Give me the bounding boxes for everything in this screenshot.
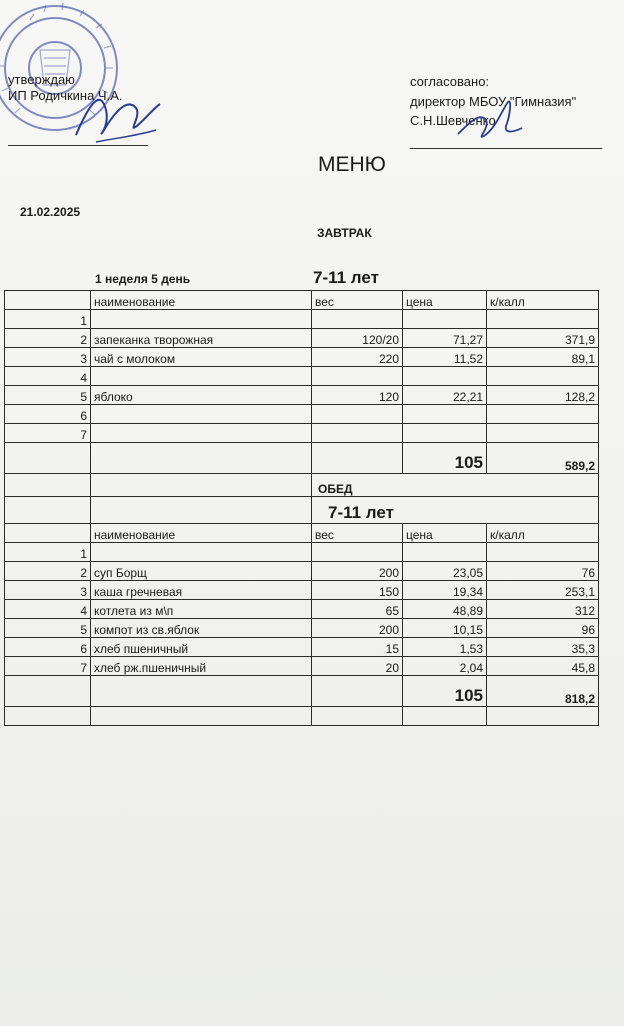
dish-price	[403, 310, 487, 329]
dish-name: котлета из м\п	[91, 600, 312, 619]
dish-price: 23,05	[403, 562, 487, 581]
dish-price: 2,04	[403, 657, 487, 676]
lunch-total-row	[5, 676, 599, 707]
dish-weight: 15	[312, 638, 403, 657]
dish-kcal	[487, 543, 599, 562]
dish-price: 1,53	[403, 638, 487, 657]
dish-name: яблоко	[91, 386, 312, 405]
dish-kcal: 128,2	[487, 386, 599, 405]
column-header-name: наименование	[91, 291, 312, 310]
dish-kcal: 96	[487, 619, 599, 638]
lunch-section-row	[5, 474, 599, 497]
page-title: МЕНЮ	[318, 153, 386, 176]
menu-date: 21.02.2025	[20, 205, 81, 219]
section-cell	[91, 474, 312, 497]
row-number: 4	[5, 367, 91, 386]
row-number: 6	[5, 405, 91, 424]
dish-name	[91, 405, 312, 424]
approved-signature-icon	[66, 80, 166, 150]
table-row	[5, 405, 599, 424]
dish-name: компот из св.яблок	[91, 619, 312, 638]
dish-name	[91, 367, 312, 386]
dish-weight	[312, 367, 403, 386]
dish-name: суп Борщ	[91, 562, 312, 581]
empty-row	[5, 707, 599, 726]
column-header-kcal: к/калл	[487, 524, 599, 543]
dish-name: хлеб пшеничный	[91, 638, 312, 657]
lunch-section-label: ОБЕД	[312, 474, 599, 497]
breakfast-total-price: 105	[403, 443, 487, 474]
total-cell	[312, 443, 403, 474]
dish-kcal: 253,1	[487, 581, 599, 600]
dish-price	[403, 543, 487, 562]
column-header-kcal: к/калл	[487, 291, 599, 310]
table-row	[5, 600, 599, 619]
table-row	[5, 424, 599, 443]
week-day-label: 1 неделя 5 день	[95, 272, 191, 286]
header-cell	[5, 291, 91, 310]
breakfast-header-row	[5, 291, 599, 310]
agreed-position: директор МБОУ "Гимназия"	[410, 94, 577, 109]
table-row	[5, 638, 599, 657]
total-cell	[5, 443, 91, 474]
dish-kcal: 45,8	[487, 657, 599, 676]
table-row	[5, 562, 599, 581]
approved-label: утверждаю	[8, 72, 75, 87]
lunch-age-label: 7-11 лет	[312, 497, 599, 524]
row-number: 2	[5, 329, 91, 348]
header-cell	[5, 524, 91, 543]
agreed-signature-icon	[450, 92, 530, 152]
breakfast-total-kcal: 589,2	[487, 443, 599, 474]
dish-name	[91, 543, 312, 562]
table-row	[5, 657, 599, 676]
dish-kcal	[487, 424, 599, 443]
row-number: 3	[5, 348, 91, 367]
breakfast-section-label: ЗАВТРАК	[317, 226, 372, 240]
dish-kcal	[487, 367, 599, 386]
total-cell	[91, 443, 312, 474]
dish-weight	[312, 310, 403, 329]
lunch-total-price: 105	[403, 676, 487, 707]
row-number: 7	[5, 424, 91, 443]
menu-table	[4, 290, 599, 726]
agreed-name: С.Н.Шевченко	[410, 113, 496, 128]
dish-price: 19,34	[403, 581, 487, 600]
dish-name: хлеб рж.пшеничный	[91, 657, 312, 676]
table-row	[5, 367, 599, 386]
table-row	[5, 348, 599, 367]
dish-name	[91, 424, 312, 443]
total-cell	[91, 676, 312, 707]
breakfast-total-row	[5, 443, 599, 474]
column-header-price: цена	[403, 291, 487, 310]
row-number: 1	[5, 543, 91, 562]
lunch-age-row	[5, 497, 599, 524]
row-number: 6	[5, 638, 91, 657]
dish-kcal	[487, 310, 599, 329]
dish-weight: 150	[312, 581, 403, 600]
dish-price: 22,21	[403, 386, 487, 405]
dish-name	[91, 310, 312, 329]
empty-cell	[312, 707, 403, 726]
table-row	[5, 386, 599, 405]
dish-price	[403, 424, 487, 443]
empty-cell	[487, 707, 599, 726]
empty-cell	[5, 707, 91, 726]
dish-kcal: 371,9	[487, 329, 599, 348]
dish-weight: 65	[312, 600, 403, 619]
dish-name: чай с молоком	[91, 348, 312, 367]
column-header-weight: вес	[312, 291, 403, 310]
column-header-weight: вес	[312, 524, 403, 543]
column-header-price: цена	[403, 524, 487, 543]
row-number: 5	[5, 386, 91, 405]
row-number: 3	[5, 581, 91, 600]
column-header-name: наименование	[91, 524, 312, 543]
dish-name: запеканка творожная	[91, 329, 312, 348]
dish-weight: 120	[312, 386, 403, 405]
empty-cell	[91, 707, 312, 726]
dish-price: 11,52	[403, 348, 487, 367]
dish-price: 10,15	[403, 619, 487, 638]
dish-weight	[312, 543, 403, 562]
total-cell	[312, 676, 403, 707]
empty-cell	[403, 707, 487, 726]
table-row	[5, 329, 599, 348]
dish-kcal	[487, 405, 599, 424]
dish-price: 71,27	[403, 329, 487, 348]
row-number: 4	[5, 600, 91, 619]
dish-weight: 120/20	[312, 329, 403, 348]
row-number: 7	[5, 657, 91, 676]
lunch-header-row	[5, 524, 599, 543]
section-cell	[91, 497, 312, 524]
table-row	[5, 581, 599, 600]
row-number: 5	[5, 619, 91, 638]
lunch-total-kcal: 818,2	[487, 676, 599, 707]
dish-price: 48,89	[403, 600, 487, 619]
total-cell	[5, 676, 91, 707]
row-number: 1	[5, 310, 91, 329]
dish-weight: 200	[312, 619, 403, 638]
dish-weight	[312, 424, 403, 443]
breakfast-age-label: 7-11 лет	[313, 268, 379, 287]
dish-kcal: 35,3	[487, 638, 599, 657]
table-row	[5, 619, 599, 638]
row-number: 2	[5, 562, 91, 581]
dish-price	[403, 405, 487, 424]
agreed-label: согласовано:	[410, 74, 490, 89]
dish-weight: 220	[312, 348, 403, 367]
dish-kcal: 312	[487, 600, 599, 619]
section-cell	[5, 497, 91, 524]
table-row	[5, 543, 599, 562]
approved-name: ИП Родичкина Ч.А.	[8, 88, 123, 103]
dish-name: каша гречневая	[91, 581, 312, 600]
dish-kcal: 89,1	[487, 348, 599, 367]
dish-weight: 20	[312, 657, 403, 676]
dish-price	[403, 367, 487, 386]
dish-weight: 200	[312, 562, 403, 581]
section-cell	[5, 474, 91, 497]
dish-kcal: 76	[487, 562, 599, 581]
table-row	[5, 310, 599, 329]
dish-weight	[312, 405, 403, 424]
